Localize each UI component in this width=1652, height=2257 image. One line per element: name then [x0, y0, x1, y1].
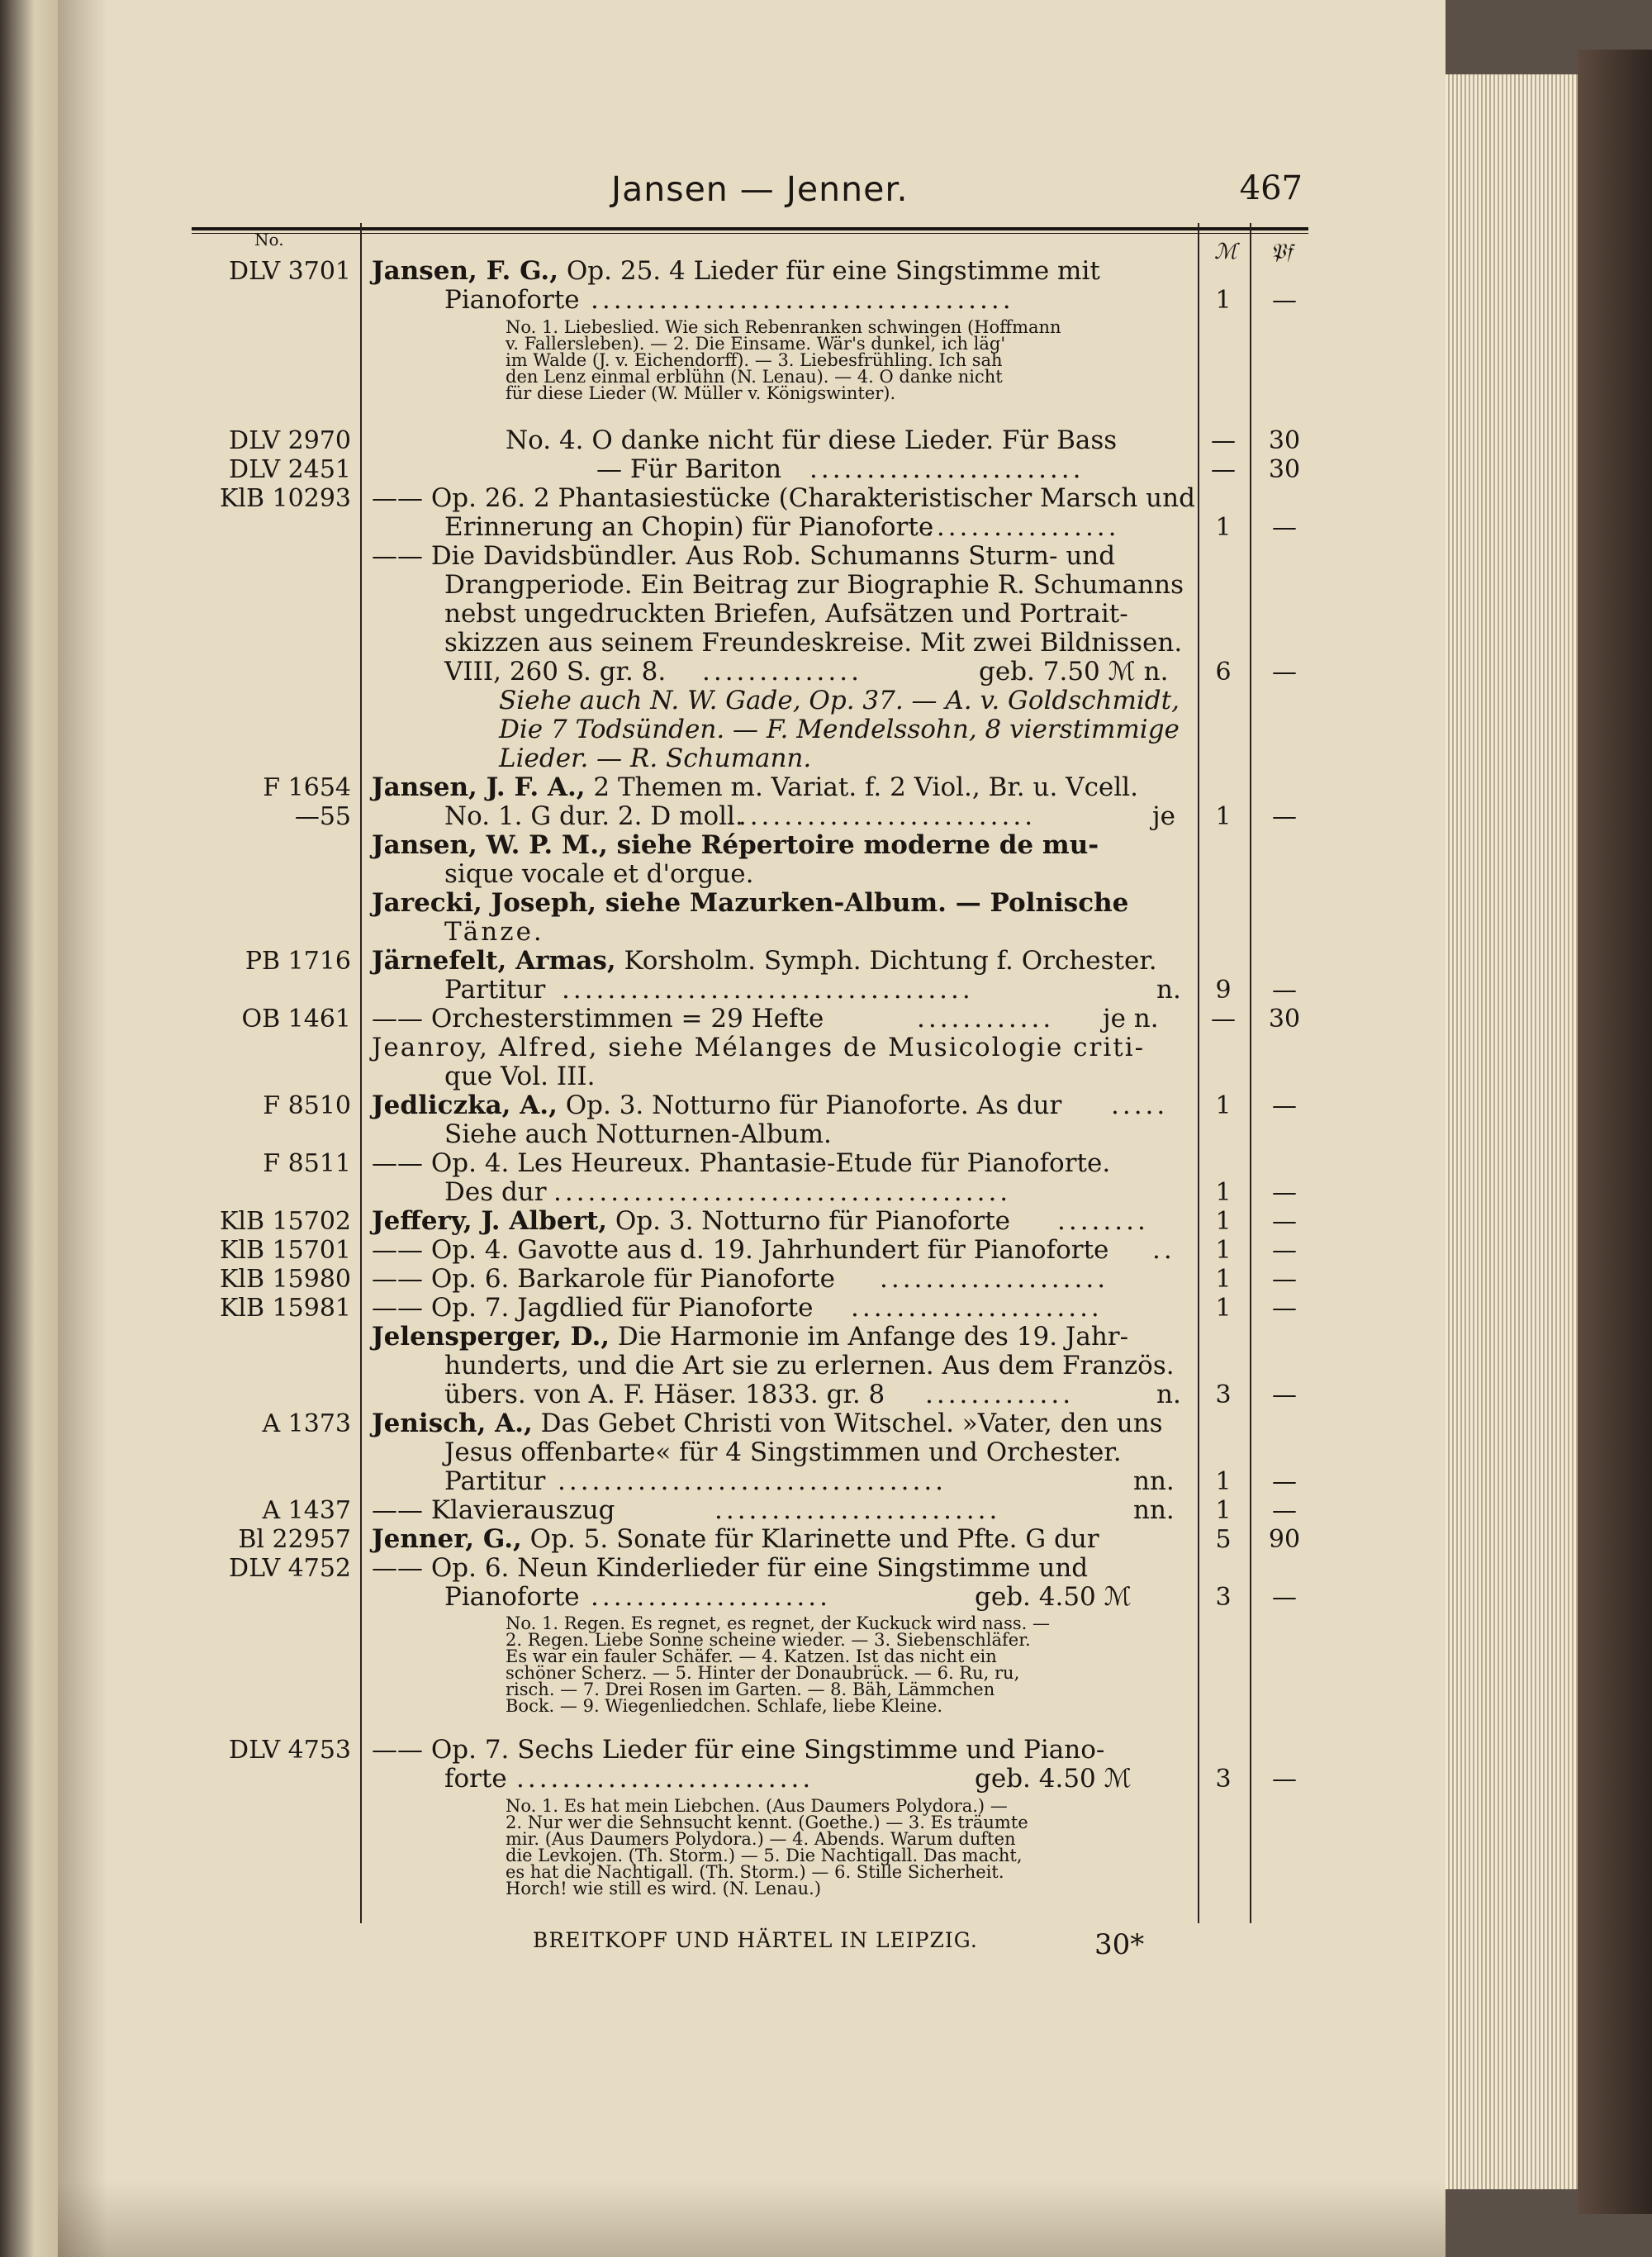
- entry-line: hunderts, und die Art sie zu erlernen. Aus dem Französ.: [444, 1351, 1175, 1380]
- column-header-number: No.: [254, 230, 284, 249]
- catalog-number: DLV 4753: [229, 1736, 351, 1765]
- entry-text: Op. 26. 2 Phantasiestücke (Charakteristischer Marsch und: [430, 483, 1195, 513]
- header-rule-thin: [192, 233, 1308, 234]
- page-edges: [1446, 74, 1578, 2189]
- dot-leader: ..............: [702, 658, 862, 687]
- entry-text: Op. 4. Gavotte aus d. 19. Jahrhundert für Pianoforte: [430, 1235, 1109, 1265]
- price-pfennig: —: [1272, 658, 1297, 687]
- price-pfennig: —: [1272, 286, 1297, 315]
- entry-line: Järnefelt, Armas, Korsholm. Symph. Dichtung f. Orchester.: [372, 946, 1157, 976]
- contents-note: 2. Regen. Liebe Sonne scheine wieder. — 3. Siebenschläfer.: [506, 1630, 1031, 1650]
- catalog-number: F 1654: [263, 773, 351, 802]
- price-pfennig: —: [1272, 1380, 1297, 1409]
- price-note: n.: [1156, 975, 1181, 1005]
- publisher-footer: BREITKOPF UND HÄRTEL IN LEIPZIG.: [533, 1928, 978, 1952]
- entry-line: forte: [444, 1764, 507, 1794]
- catalog-number: KlB 10293: [219, 484, 351, 513]
- column-header-mark: ℳ: [1214, 240, 1237, 264]
- book-cover-edge: [1578, 50, 1652, 2214]
- price-mark: 1: [1215, 1265, 1232, 1294]
- catalog-number: DLV 2970: [229, 426, 351, 455]
- entry-text: Op. 4. Les Heureux. Phantasie-Etude für Pianoforte.: [430, 1148, 1111, 1178]
- contents-note: im Walde (J. v. Eichendorff). — 3. Liebesfrühling. Ich sah: [506, 350, 1003, 370]
- entry-line: VIII, 260 S. gr. 8.: [444, 657, 667, 687]
- price-mark: 1: [1215, 513, 1232, 542]
- entry-line: —— Op. 26. 2 Phantasiestücke (Charakteristischer Marsch und: [372, 483, 1195, 513]
- price-note: je n.: [1103, 1004, 1159, 1033]
- price-pfennig: 30: [1268, 455, 1301, 484]
- price-note: n.: [1156, 1380, 1181, 1409]
- dot-leader: .........................: [714, 1496, 1001, 1525]
- price-mark: 1: [1215, 1091, 1232, 1120]
- page-foot-shadow: [58, 2181, 1446, 2257]
- entry-line: Tänze.: [444, 917, 544, 947]
- price-pfennig: —: [1272, 1091, 1297, 1120]
- cross-reference: Siehe auch Notturnen-Album.: [444, 1119, 832, 1149]
- catalog-number: DLV 3701: [229, 257, 351, 286]
- composer-name: Jenner, G.,: [372, 1524, 522, 1554]
- entry-text: Die Davidsbündler. Aus Rob. Schumanns Sturm- und: [430, 541, 1116, 571]
- dot-leader: ..: [1152, 1236, 1175, 1265]
- entry-line: Partitur: [444, 975, 546, 1005]
- entry-line: —— Op. 7. Jagdlied für Pianoforte: [372, 1293, 814, 1323]
- price-mark: 6: [1215, 658, 1232, 687]
- dot-leader: .....................................: [591, 286, 1014, 315]
- price-mark: 1: [1215, 1467, 1232, 1496]
- entry-line: [372, 257, 1100, 286]
- running-head: [0, 169, 1334, 219]
- dot-leader: ...........................: [727, 802, 1037, 831]
- price-pfennig: —: [1272, 1583, 1297, 1612]
- column-divider-number: [360, 223, 362, 1923]
- entry-line: Des dur: [444, 1177, 547, 1207]
- price-pfennig: 90: [1268, 1525, 1301, 1554]
- entry-text: Klavierauszug: [430, 1495, 615, 1525]
- contents-note: Bock. — 9. Wiegenliedchen. Schlafe, liebe Kleine.: [506, 1696, 942, 1716]
- price-pfennig: 30: [1268, 1005, 1301, 1033]
- price-note: nn.: [1133, 1495, 1175, 1525]
- contents-note: für diese Lieder (W. Müller v. Königswinter).: [506, 383, 896, 403]
- contents-note: Horch! wie still es wird. (N. Lenau.): [506, 1879, 822, 1898]
- composer-name: Jelensperger, D.,: [372, 1322, 610, 1352]
- catalog-number: KlB 15701: [219, 1236, 351, 1265]
- composer-name: Jedliczka, A.,: [372, 1090, 558, 1120]
- entry-line: Pianoforte: [444, 1582, 580, 1612]
- price-note: geb. 4.50 ℳ: [975, 1764, 1132, 1794]
- contents-note: mir. (Aus Daumers Polydora.) — 4. Abends. Warum duften: [506, 1829, 1016, 1849]
- entry-line: skizzen aus seinem Freundeskreise. Mit zwei Bildnissen.: [444, 628, 1183, 658]
- entry-line: No. 4. O danke nicht für diese Lieder. Für Bass: [506, 425, 1118, 455]
- gutter-shadow: [58, 0, 107, 2257]
- page-number: 467: [1239, 169, 1303, 207]
- catalog-number: F 8511: [263, 1149, 351, 1178]
- contents-note: es hat die Nachtigall. (Th. Storm.) — 6. Stille Sicherheit.: [506, 1862, 1004, 1882]
- price-pfennig: —: [1272, 1207, 1297, 1236]
- catalog-number: —55: [294, 802, 351, 831]
- entry-line: Jesus offenbarte« für 4 Singstimmen und Orchester.: [444, 1437, 1122, 1467]
- price-pfennig: —: [1272, 1765, 1297, 1794]
- price-mark: 3: [1215, 1765, 1232, 1794]
- entry-line: Drangperiode. Ein Beitrag zur Biographie R. Schumanns: [444, 570, 1184, 600]
- catalog-number: KlB 15980: [219, 1265, 351, 1294]
- dot-leader: ..........................: [516, 1765, 814, 1794]
- contents-note: No. 1. Regen. Es regnet, es regnet, der Kuckuck wird nass. —: [506, 1613, 1050, 1633]
- entry-text: Op. 6. Neun Kinderlieder für eine Singstimme und: [430, 1553, 1089, 1583]
- contents-note: den Lenz einmal erblühn (N. Lenau). — 4. O danke nicht: [506, 367, 1003, 387]
- entry-text: Op. 25. 4 Lieder für eine Singstimme mit: [558, 256, 1100, 286]
- catalog-number: DLV 2451: [229, 455, 351, 484]
- price-mark: 1: [1215, 1236, 1232, 1265]
- entry-line: Jansen, J. F. A., 2 Themen m. Variat. f. 2 Viol., Br. u. Vcell.: [372, 772, 1138, 802]
- price-mark: 5: [1215, 1525, 1232, 1554]
- entry-line: —— Orchesterstimmen = 29 Hefte: [372, 1004, 824, 1033]
- price-note: je: [1152, 801, 1175, 831]
- catalog-number: A 1437: [262, 1496, 351, 1525]
- composer-name: Jansen, J. F. A.,: [372, 772, 586, 802]
- dot-leader: .................: [925, 513, 1120, 542]
- price-pfennig: —: [1272, 1236, 1297, 1265]
- price-note: geb. 4.50 ℳ: [975, 1582, 1132, 1612]
- entry-line: Pianoforte: [444, 285, 580, 315]
- entry-line: nebst ungedruckten Briefen, Aufsätzen und Portrait-: [444, 599, 1128, 629]
- entry-text: Orchesterstimmen = 29 Hefte: [430, 1004, 824, 1033]
- price-mark: 1: [1215, 1496, 1232, 1525]
- entry-line: — Für Bariton: [596, 454, 782, 484]
- dot-leader: ........................: [809, 455, 1085, 484]
- catalog-number: DLV 4752: [229, 1554, 351, 1583]
- price-mark: —: [1211, 1005, 1236, 1033]
- entry-line: —— Op. 6. Barkarole für Pianoforte: [372, 1264, 835, 1294]
- price-note: geb. 7.50 ℳ n.: [979, 657, 1169, 687]
- price-mark: 3: [1215, 1583, 1232, 1612]
- cross-reference: Die 7 Todsünden. — F. Mendelssohn, 8 vierstimmige: [499, 715, 1180, 744]
- price-mark: 1: [1215, 1294, 1232, 1323]
- cross-reference: Lieder. — R. Schumann.: [499, 744, 812, 773]
- catalog-number: A 1373: [262, 1409, 351, 1438]
- price-note: nn.: [1133, 1466, 1175, 1496]
- entry-line: —— Die Davidsbündler. Aus Rob. Schumanns Sturm- und: [372, 541, 1116, 571]
- entry-line: No. 1. G dur. 2. D moll.: [444, 801, 743, 831]
- entry-line: Jansen, W. P. M., siehe Répertoire moderne de mu-: [372, 830, 1099, 860]
- price-mark: 1: [1215, 286, 1232, 315]
- entry-line: Jenisch, A., Das Gebet Christi von Witschel. »Vater, den uns: [372, 1409, 1163, 1438]
- entry-text: Op. 7. Jagdlied für Pianoforte: [430, 1293, 814, 1323]
- contents-note: v. Fallersleben). — 2. Die Einsame. Wär's dunkel, ich läg': [506, 334, 1006, 354]
- dot-leader: ........................................: [553, 1178, 1012, 1207]
- price-mark: —: [1211, 426, 1236, 455]
- price-pfennig: —: [1272, 1496, 1297, 1525]
- book-left-page-edge: [0, 0, 58, 2257]
- catalog-number: Bl 22957: [238, 1525, 351, 1554]
- price-mark: 1: [1215, 1207, 1232, 1236]
- price-pfennig: —: [1272, 1265, 1297, 1294]
- entry-line: Jarecki, Joseph, siehe Mazurken-Album. — Polnische: [372, 888, 1129, 918]
- entry-line: übers. von A. F. Häser. 1833. gr. 8: [444, 1380, 885, 1409]
- contents-note: schöner Scherz. — 5. Hinter der Donaubrück. — 6. Ru, ru,: [506, 1663, 1020, 1683]
- column-header-pfennig: 𝔓𝔣: [1270, 240, 1293, 264]
- running-head-title: Jansen — Jenner.: [611, 169, 909, 209]
- entry-line: —— Op. 6. Neun Kinderlieder für eine Singstimme und: [372, 1553, 1089, 1583]
- composer-name: Jansen, F. G.,: [372, 256, 559, 286]
- catalog-number: F 8510: [263, 1091, 351, 1120]
- contents-note: die Levkojen. (Th. Storm.) — 5. Die Nachtigall. Das macht,: [506, 1846, 1023, 1865]
- header-rule: [192, 227, 1308, 230]
- price-mark: —: [1211, 455, 1236, 484]
- contents-note: 2. Nur wer die Sehnsucht kennt. (Goethe.) — 3. Es träumte: [506, 1813, 1028, 1832]
- column-divider-pfennig: [1250, 223, 1251, 1923]
- price-pfennig: —: [1272, 976, 1297, 1005]
- price-pfennig: —: [1272, 513, 1297, 542]
- entry-line: Jeanroy, Alfred, siehe Mélanges de Musicologie criti-: [372, 1033, 1146, 1062]
- price-mark: 1: [1215, 1178, 1232, 1207]
- contents-note: No. 1. Es hat mein Liebchen. (Aus Daumers Polydora.) —: [506, 1796, 1008, 1816]
- entry-line: —— Op. 4. Gavotte aus d. 19. Jahrhundert für Pianoforte: [372, 1235, 1109, 1265]
- catalog-number: KlB 15981: [219, 1294, 351, 1323]
- entry-line: Erinnerung an Chopin) für Pianoforte: [444, 512, 934, 542]
- entry-text: Op. 7. Sechs Lieder für eine Singstimme und Piano-: [430, 1735, 1105, 1765]
- catalog-number: KlB 15702: [219, 1207, 351, 1236]
- entry-line: Jelensperger, D., Die Harmonie im Anfange des 19. Jahr-: [372, 1322, 1129, 1352]
- entry-line: Partitur: [444, 1466, 546, 1496]
- dot-leader: ........: [1057, 1207, 1149, 1236]
- dot-leader: .....: [1111, 1091, 1169, 1120]
- dot-leader: ....................: [880, 1265, 1109, 1294]
- cross-reference: Siehe auch N. W. Gade, Op. 37. — A. v. Goldschmidt,: [499, 686, 1180, 715]
- dot-leader: ......................: [851, 1294, 1103, 1323]
- price-pfennig: 30: [1268, 426, 1301, 455]
- catalog-number: OB 1461: [241, 1005, 351, 1033]
- entry-line: —— Op. 4. Les Heureux. Phantasie-Etude für Pianoforte.: [372, 1148, 1111, 1178]
- dot-leader: .............: [925, 1380, 1075, 1409]
- composer-name: Jenisch, A.,: [372, 1409, 533, 1438]
- signature-mark: 30*: [1094, 1928, 1145, 1961]
- entry-line: —— Op. 7. Sechs Lieder für eine Singstimme und Piano-: [372, 1735, 1105, 1765]
- contents-note: No. 1. Liebeslied. Wie sich Rebenranken schwingen (Hoffmann: [506, 317, 1061, 337]
- entry-line: que Vol. III.: [444, 1062, 596, 1091]
- composer-name: Jeffery, J. Albert,: [372, 1206, 608, 1236]
- entry-line: Jenner, G., Op. 5. Sonate für Klarinette und Pfte. G dur: [372, 1524, 1099, 1554]
- entry-line: Jedliczka, A., Op. 3. Notturno für Pianoforte. As dur: [372, 1090, 1062, 1120]
- catalog-number: PB 1716: [244, 947, 351, 976]
- contents-note: Es war ein fauler Schäfer. — 4. Katzen. Ist das nicht ein: [506, 1646, 997, 1666]
- entry-line: Jeffery, J. Albert, Op. 3. Notturno für Pianoforte: [372, 1206, 1011, 1236]
- price-pfennig: —: [1272, 1294, 1297, 1323]
- contents-note: risch. — 7. Drei Rosen im Garten. — 8. Bäh, Lämmchen: [506, 1680, 995, 1699]
- price-pfennig: —: [1272, 1467, 1297, 1496]
- dot-leader: ....................................: [562, 976, 974, 1005]
- price-pfennig: —: [1272, 802, 1297, 831]
- entry-line: sique vocale et d'orgue.: [444, 859, 754, 889]
- price-mark: 1: [1215, 802, 1232, 831]
- dot-leader: ............: [917, 1005, 1055, 1033]
- dot-leader: .....................: [591, 1583, 831, 1612]
- entry-text: Op. 6. Barkarole für Pianoforte: [430, 1264, 835, 1294]
- price-pfennig: —: [1272, 1178, 1297, 1207]
- composer-name: Järnefelt, Armas,: [372, 946, 616, 976]
- price-mark: 9: [1215, 976, 1232, 1005]
- price-mark: 3: [1215, 1380, 1232, 1409]
- entry-line: —— Klavierauszug: [372, 1495, 615, 1525]
- dot-leader: ..................................: [558, 1467, 947, 1496]
